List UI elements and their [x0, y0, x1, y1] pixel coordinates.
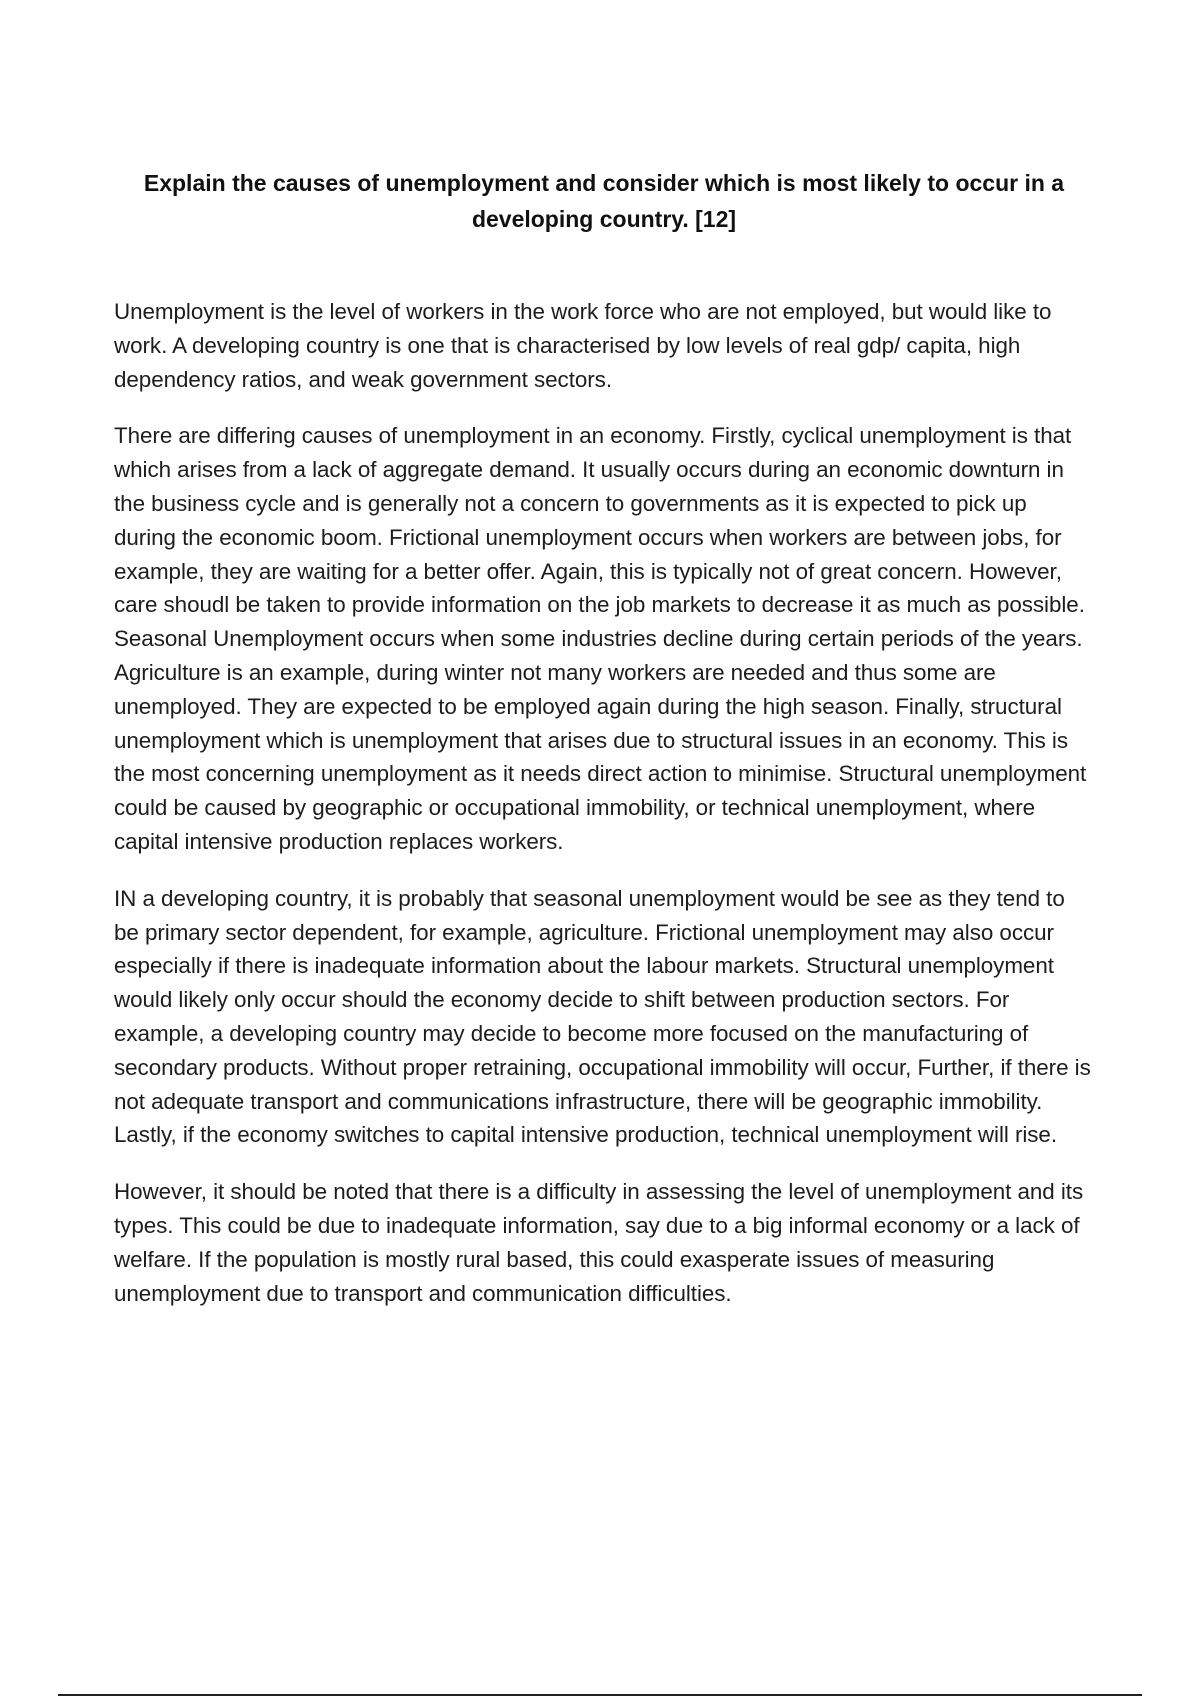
paragraph-definitions: Unemployment is the level of workers in the work force who are not employed, but would like to work. A developing country is one that is characterised by low levels of real gdp/ capita, high dependency ratios, and weak government sectors.: [114, 299, 1052, 392]
paragraph-measurement-difficulty: However, it should be noted that there is a difficulty in assessing the level of unemployment and its types. This could be due to inadequate information, say due to a big informal economy or a lack of welfare. If the population is mostly rural based, this could exasperate issues of measuring unemployment due to transport and communication difficulties.: [114, 1179, 1084, 1306]
essay-title: Explain the causes of unemployment and consider which is most likely to occur in a developing country. [12]: [143, 170, 1065, 232]
paragraph-developing-country: IN a developing country, it is probably that seasonal unemployment would be see as they tend to be primary sector dependent, for example, agriculture. Frictional unemployment may also occur especially if there is inadequate information about the labour markets. Structural unemployment would likely only occur should the economy decide to shift between production sectors. For example, a developing country may decide to become more focused on the manufacturing of secondary products. Without proper retraining, occupational immobility will occur, Further, if there is not adequate transport and communications infrastructure, there will be geographic immobility. Lastly, if the economy switches to capital intensive production, technical unemployment will rise.: [114, 885, 1091, 1148]
footer-divider: [58, 1694, 1142, 1696]
document-page: [114, 165, 1094, 1333]
paragraph-causes: There are differing causes of unemployment in an economy. Firstly, cyclical unemployment is that which arises from a lack of aggregate demand. It usually occurs during an economic downturn in the business cycle and is generally not a concern to governments as it is expected to pick up during the economic boom. Frictional unemployment occurs when workers are between jobs, for example, they are waiting for a better offer. Again, this is typically not of great concern. However, care shoudl be taken to provide information on the job markets to decrease it as much as possible. Seasonal Unemployment occurs when some industries decline during certain periods of the years. Agriculture is an example, during winter not many workers are needed and thus some are unemployed. They are expected to be employed again during the high season. Finally, structural unemployment which is unemployment that arises due to structural issues in an economy. This is the most concerning unemployment as it needs direct action to minimise. Structural unemployment could be caused by geographic or occupational immobility, or technical unemployment, where capital intensive production replaces workers.: [114, 423, 1087, 854]
